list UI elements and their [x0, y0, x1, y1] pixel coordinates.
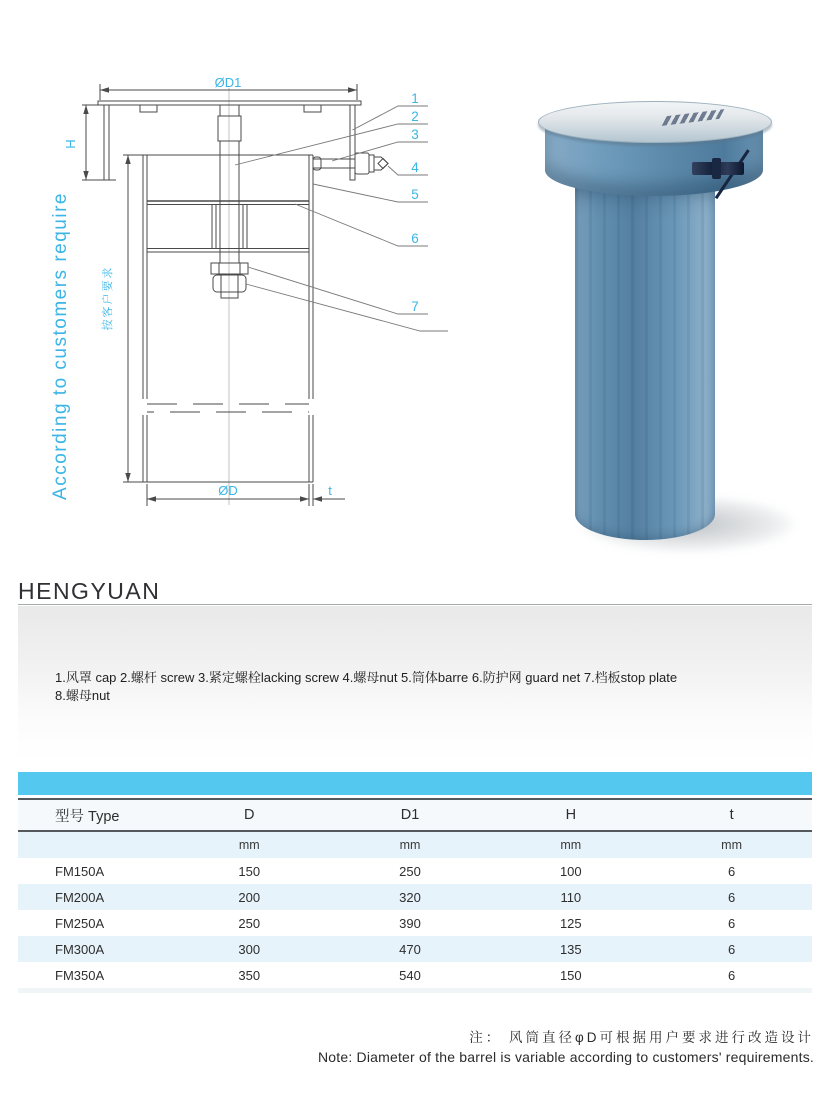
- barrel-body: [575, 180, 715, 540]
- header-cell-type: 型号 Type: [55, 808, 120, 825]
- unit-cell: mm: [238, 838, 260, 852]
- table-row: [18, 936, 812, 962]
- unit-cell: mm: [721, 838, 742, 852]
- unit-cell: mm: [560, 838, 582, 852]
- cell: 6: [727, 915, 736, 931]
- hex-nut: [213, 275, 246, 292]
- callout-1: 1: [411, 91, 419, 106]
- header-cell-h: H: [565, 807, 577, 823]
- cell: 200: [238, 889, 261, 905]
- header-cell-t: t: [729, 807, 734, 823]
- stop-plate-washer: [211, 263, 248, 274]
- callout-5: 5: [411, 187, 419, 202]
- table-accent-band: [18, 772, 812, 795]
- cap-top-disc: [538, 101, 772, 143]
- divider-rule: [18, 604, 812, 605]
- cell: 150: [559, 967, 582, 983]
- cell: 470: [399, 941, 421, 957]
- vertical-note-chinese: 按客户要求: [102, 265, 114, 331]
- cell: 540: [399, 967, 421, 983]
- dim-t-label: t: [328, 483, 332, 498]
- table-bottom-strip: [18, 988, 812, 993]
- spec-table: [18, 772, 812, 993]
- callout-4: 4: [411, 160, 419, 175]
- brand-title: HENGYUAN: [18, 578, 161, 604]
- table-header-row: [18, 800, 812, 830]
- vertical-note-english: According to customers require: [50, 192, 71, 500]
- cell: 6: [727, 941, 736, 957]
- callout-7: 7: [411, 299, 419, 314]
- parts-list-line1: 1.风罩 cap 2.螺杆 screw 3.紧定螺栓lacking screw 4.螺母nut 5.筒体barre 6.防护网 guard net 7.档板stop plate: [55, 670, 678, 685]
- dim-d-label: ØD: [218, 483, 238, 498]
- parts-panel: [18, 606, 812, 762]
- table-row: [18, 858, 812, 884]
- screw-rod: [220, 141, 239, 263]
- label-marking: [662, 109, 725, 126]
- cap-plate: [98, 101, 361, 105]
- side-bolt-collar: [712, 158, 721, 179]
- cell: 6: [727, 889, 736, 905]
- cell: 350: [238, 967, 261, 983]
- cell-type: FM150A: [55, 863, 105, 879]
- cell: 320: [399, 889, 421, 905]
- header-cell-d1: D1: [400, 807, 420, 823]
- cell: 6: [727, 863, 736, 879]
- note: [318, 1026, 814, 1065]
- set-screw-nut: [355, 153, 369, 174]
- unit-cell: mm: [399, 838, 421, 852]
- header-cell-d: D: [244, 807, 255, 823]
- dim-h-label: H: [63, 139, 78, 149]
- parts-list-line2: 8.螺母nut: [55, 688, 110, 703]
- note-english: Note: Diameter of the barrel is variable according to customers' requirements.: [317, 1049, 814, 1065]
- cell: 250: [399, 863, 421, 879]
- cell: 150: [238, 863, 261, 879]
- screw-top-block: [220, 105, 239, 116]
- cell-type: FM200A: [55, 889, 105, 905]
- cell: 6: [727, 967, 736, 983]
- table-row: [18, 884, 812, 910]
- note-chinese: 注： 风筒直径φD可根据用户要求进行改造设计: [469, 1030, 814, 1045]
- callout-2: 2: [411, 109, 419, 124]
- cell: 250: [238, 915, 261, 931]
- cell: 390: [399, 915, 421, 931]
- cell: 135: [559, 941, 582, 957]
- drawing-lines: [82, 84, 388, 506]
- callout-3: 3: [411, 127, 419, 142]
- cell-type: FM250A: [55, 915, 105, 931]
- barrel-shading: [575, 180, 715, 540]
- table-row: [18, 910, 812, 936]
- cell: 100: [559, 863, 582, 879]
- cell-type: FM300A: [55, 941, 105, 957]
- callout-6: 6: [411, 231, 419, 246]
- table-row: [18, 962, 812, 988]
- technical-drawing: [0, 0, 460, 540]
- table-units-row: [18, 832, 812, 858]
- cell: 125: [559, 915, 582, 931]
- cell-type: FM350A: [55, 967, 105, 983]
- cell: 300: [238, 941, 261, 957]
- dim-d1-label: ØD1: [214, 75, 242, 90]
- product-photo: [460, 50, 810, 560]
- cell: 110: [560, 889, 582, 905]
